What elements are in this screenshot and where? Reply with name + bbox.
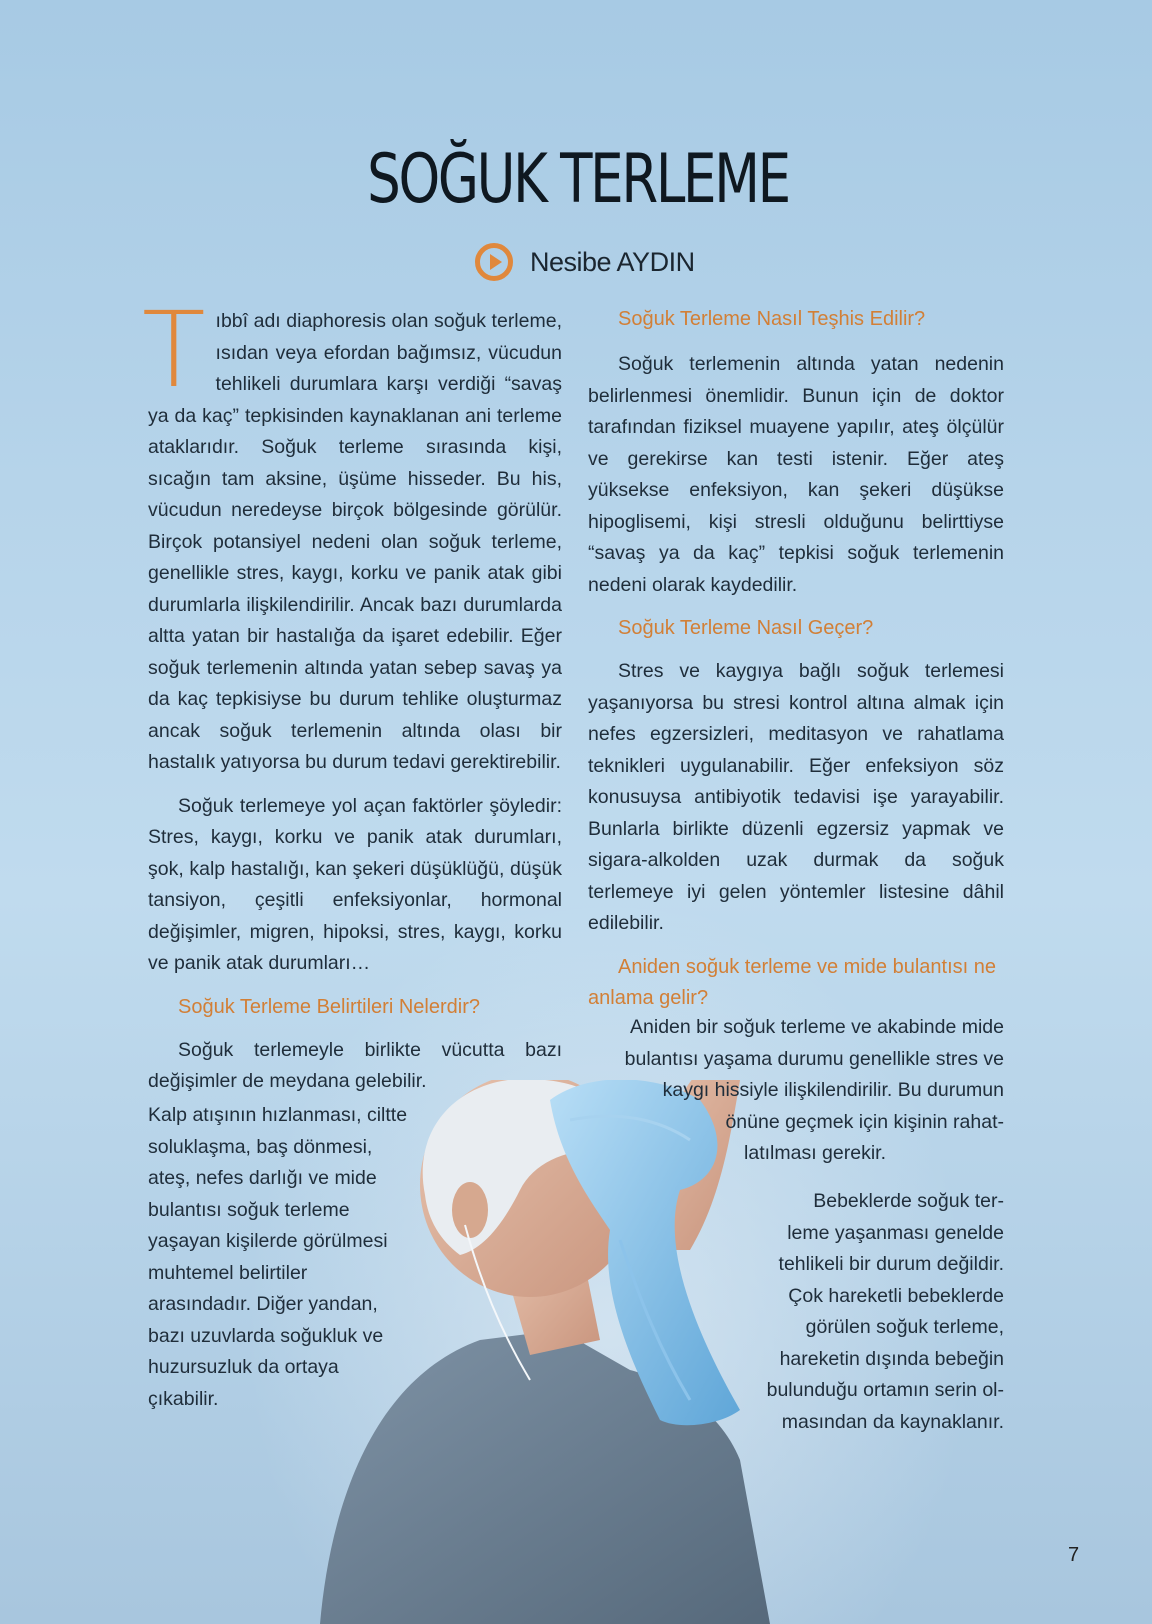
infants-line: leme yaşanması genelde (787, 1221, 1004, 1244)
author-byline (474, 240, 695, 284)
nausea-line: latılması gerekir. (744, 1142, 886, 1164)
page-number: 7 (1068, 1544, 1080, 1566)
nausea-paragraph (588, 1012, 1004, 1170)
nausea-line: kaygı hissiyle ilişkilendirilir. Bu durumun (662, 1079, 1004, 1101)
infants-line: Bebeklerde soğuk ter- (813, 1190, 1004, 1212)
section-heading-nausea: Aniden soğuk terleme ve mide bulantısı ne anlama gelir? (588, 955, 996, 1009)
infants-line: masından da kaynaklanır. (781, 1410, 1004, 1433)
intro-paragraph (142, 289, 562, 779)
drop-cap: T (142, 289, 206, 411)
factors-paragraph: Soğuk terlemeye yol açan faktörler şöyledir: Stres, kaygı, korku ve panik atak durumları, şok, kalp hastalığı, kan şekeri düşüklüğü, düşük tansiyon, çeşitli enfeksiyonlar, hormonal değişimler, migren, hipoksi, stres, kaygı, korku ve panik atak durumları… (148, 794, 562, 974)
infants-line: Çok hareketli bebeklerde (788, 1284, 1004, 1307)
infants-paragraph (700, 1186, 1004, 1438)
nausea-line: önüne geçmek için kişinin rahat- (725, 1110, 1004, 1133)
intro-text: ıbbî adı diaphoresis olan soğuk terleme, ısıdan veya efordan bağımsız, vücudun tehlikeli durumlara karşı verdiği “savaş ya da kaç” tepkisinden kaynaklanan ani terleme ataklarıdır. Soğuk terleme sırasında kişi, sıcağın tam aksine, üşüme hisseder. Bu his, vücudun neredeyse birçok bölgesinde görülür. Birçok potansiyel nedeni olan soğuk terleme, genellikle stres, kaygı, korku ve panik atak gibi durumlarla ilişkilendirilir. Ancak bazı durumlarda altta yatan bir hastalığa da işaret edebilir. Eğer soğuk terlemenin altında yatan sebep savaş ya da kaç tepkisiyse bu durum tehlike oluşturmaz ancak soğuk terlemenin altında olası bir hastalık yatıyorsa bu durum tedavi gerektirebilir. (148, 310, 562, 773)
diagnosis-paragraph: Soğuk terlemenin altında yatan nedenin belirlenmesi önemlidir. Bunun için de doktor tarafından fiziksel muayene yapılır, ateş ölçülür ve gerekirse kan testi istenir. Eğer ateş yüksekse enfeksiyon, kan şekeri düşükse hipoglisemi, kişi stresli olduğunu belirttiyse “savaş ya da kaç” tepkisi soğuk terlemenin nedeni olarak kaydedilir. (588, 353, 1004, 596)
nausea-line: bulantısı yaşama durumu genellikle stres ve (624, 1047, 1004, 1070)
treatment-paragraph: Stres ve kaygıya bağlı soğuk terlemesi yaşanıyorsa bu stresi kontrol altına almak için nefes egzersizleri, meditasyon ve rahatlama teknikleri uygulanabilir. Eğer enfeksiyon söz konusuysa antibiyotik tedavisi işe yarayabilir. Bunlarla birlikte düzenli egzersiz yapmak ve sigara-alkolden uzak durmak da soğuk terlemeye iyi gelen yöntemler listesine dâhil edilebilir. (588, 660, 1004, 934)
play-circle-icon (474, 242, 514, 282)
section-heading-diagnosis: Soğuk Terleme Nasıl Teşhis Edilir? (618, 308, 926, 330)
symptoms-intro: Soğuk terlemeyle birlikte vücutta bazı değişimler de meydana gelebilir. (148, 1038, 562, 1092)
infants-line: görülen soğuk terleme, (805, 1316, 1004, 1338)
section-heading-treatment: Soğuk Terleme Nasıl Geçer? (618, 617, 874, 639)
left-column (142, 289, 562, 1098)
infants-line: bulunduğu ortamın serin ol- (766, 1379, 1004, 1401)
infants-line: tehlikeli bir durum değildir. (778, 1253, 1004, 1275)
nausea-line: Aniden bir soğuk terleme ve akabinde mide (630, 1016, 1004, 1038)
right-column (588, 304, 1004, 1014)
section-heading-symptoms: Soğuk Terleme Belirtileri Nelerdir? (178, 995, 480, 1018)
infants-line: hareketin dışında bebeğin (779, 1347, 1004, 1370)
author-name: Nesibe AYDIN (530, 246, 695, 277)
symptoms-list-paragraph: Kalp atışının hızlanması, ciltte soluklaşma, baş dönmesi, ateş, nefes darlığı ve mide bulantısı soğuk terleme yaşayan kişilerde görülmesi muhtemel belirtiler arasındadır. Diğer yandan, bazı uzuvlarda soğukluk ve huzursuzluk da ortaya çıkabilir. (148, 1104, 408, 1410)
article-title: SOĞUK TERLEME (367, 140, 789, 219)
